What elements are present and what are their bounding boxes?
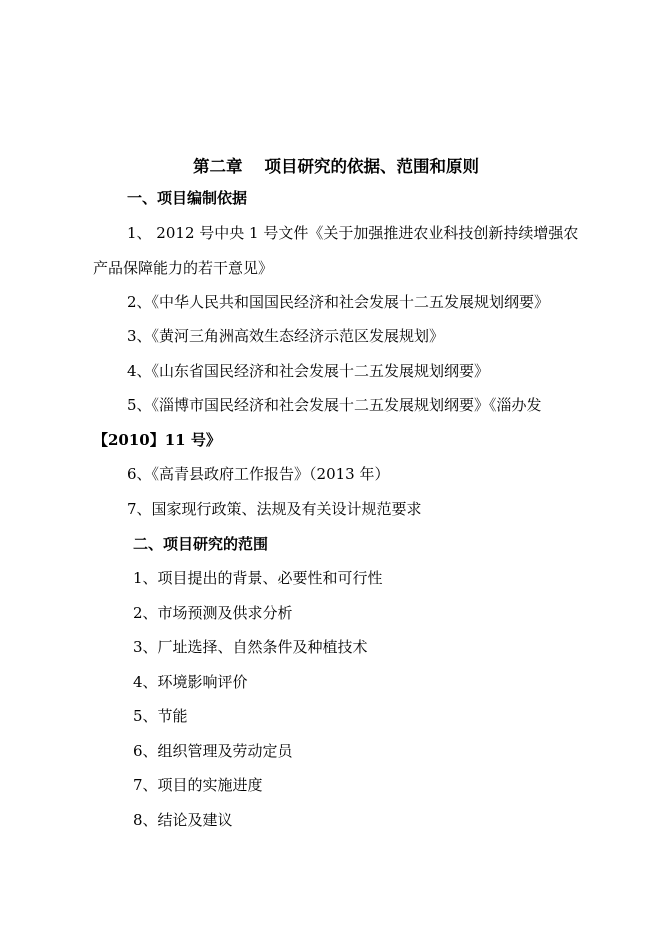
section1-heading: 一、项目编制依据 xyxy=(127,189,248,207)
section2-item-3: 3、厂址选择、自然条件及种植技术 xyxy=(133,638,368,656)
section1-item-2: 2、《中华人民共和国国民经济和社会发展十二五发展规划纲要》 xyxy=(127,293,550,311)
section2-item-5: 5、节能 xyxy=(133,707,188,725)
section1-item-1-line1: 1、 2012 号中央 1 号文件《关于加强推进农业科技创新持续增强农 xyxy=(127,224,579,242)
section2-heading: 二、项目研究的范围 xyxy=(133,535,269,553)
section1-item-7: 7、国家现行政策、法规及有关设计规范要求 xyxy=(127,500,422,518)
section2-item-4: 4、环境影响评价 xyxy=(133,673,248,691)
section2-item-8: 8、结论及建议 xyxy=(133,811,233,829)
chapter-number: 第二章 xyxy=(193,157,243,176)
section1-item-3: 3、《黄河三角洲高效生态经济示范区发展规划》 xyxy=(127,327,445,345)
section1-item-5-line1: 5、《淄博市国民经济和社会发展十二五发展规划纲要》《淄办发 xyxy=(127,396,542,414)
section2-item-7: 7、项目的实施进度 xyxy=(133,776,263,794)
section1-item-1-line2: 产品保障能力的若干意见》 xyxy=(93,259,274,277)
section1-item-5-line2: 【2010】11 号》 xyxy=(93,431,221,449)
section1-item-4: 4、《山东省国民经济和社会发展十二五发展规划纲要》 xyxy=(127,362,490,380)
chapter-title: 项目研究的依据、范围和原则 xyxy=(264,157,479,176)
section2-item-6: 6、组织管理及劳动定员 xyxy=(133,742,293,760)
section1-item-6: 6、《高青县政府工作报告》（2013 年） xyxy=(127,465,390,483)
section2-item-2: 2、市场预测及供求分析 xyxy=(133,604,293,622)
chapter-heading xyxy=(193,156,479,178)
section2-item-1: 1、项目提出的背景、必要性和可行性 xyxy=(133,569,383,587)
